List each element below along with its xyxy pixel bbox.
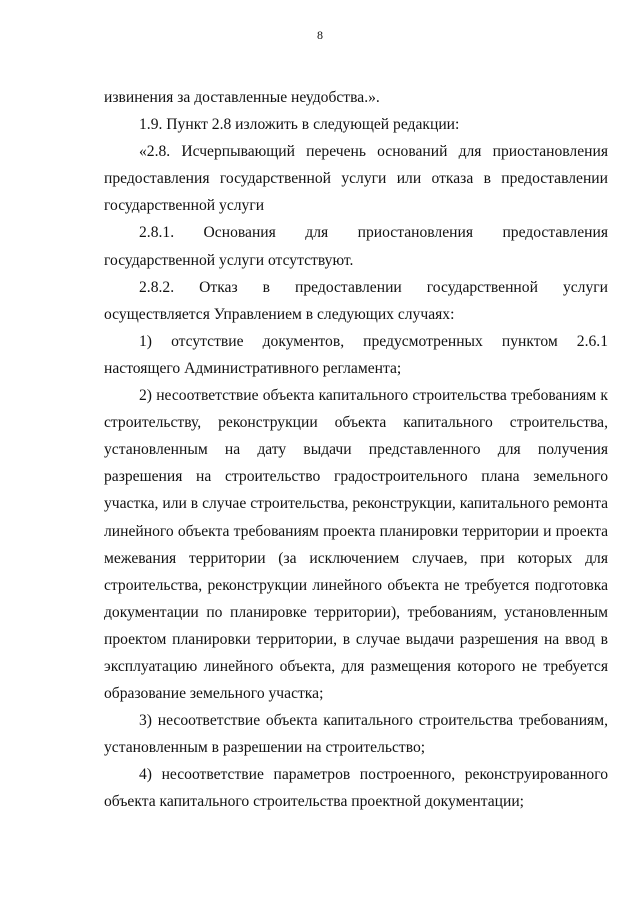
paragraph-list-item-3: 3) несоответствие объекта капитального строительства требованиям, установленным в разрешении на строительство; — [104, 712, 608, 757]
paragraph-section-2-8: «2.8. Исчерпывающий перечень оснований для приостановления предоставления государственной услуги или отказа в предоставлении государственной услуги — [104, 143, 608, 215]
paragraph-section-2-8-1: 2.8.1. Основания для приостановления предоставления государственной услуги отсутствуют. — [104, 224, 608, 269]
paragraph-list-item-2: 2) несоответствие объекта капитального строительства требованиям к строительству, реконструкции объекта капитального строительства, установленным на дату выдачи представленного для получения разрешения на строительство градостроительного плана земельного участка, или в случае строительства, реконструкции, капитального ремонта линейного объекта требованиям проекта планировки территории и проекта межевания территории (за исключением случаев, при которых для строительства, реконструкции линейного объекта не требуется подготовка документации по планировке территории), требованиям, установленным проектом планировки территории, в случае выдачи разрешения на ввод в эксплуатацию линейного объекта, для размещения которого не требуется образование земельного участка; — [104, 387, 608, 703]
paragraph-list-item-1: 1) отсутствие документов, предусмотренных пунктом 2.6.1 настоящего Административного регламента; — [104, 332, 608, 377]
paragraph-list-item-4: 4) несоответствие параметров построенного, реконструированного объекта капитального строительства проектной документации; — [104, 766, 608, 811]
document-body — [104, 84, 608, 816]
paragraph-item-1-9: 1.9. Пункт 2.8 изложить в следующей редакции: — [139, 116, 460, 134]
paragraph-section-2-8-2: 2.8.2. Отказ в предоставлении государственной услуги осуществляется Управлением в следующих случаях: — [104, 278, 608, 323]
page-number: 8 — [317, 28, 323, 42]
paragraph-continuation: извинения за доставленные неудобства.». — [104, 89, 380, 106]
